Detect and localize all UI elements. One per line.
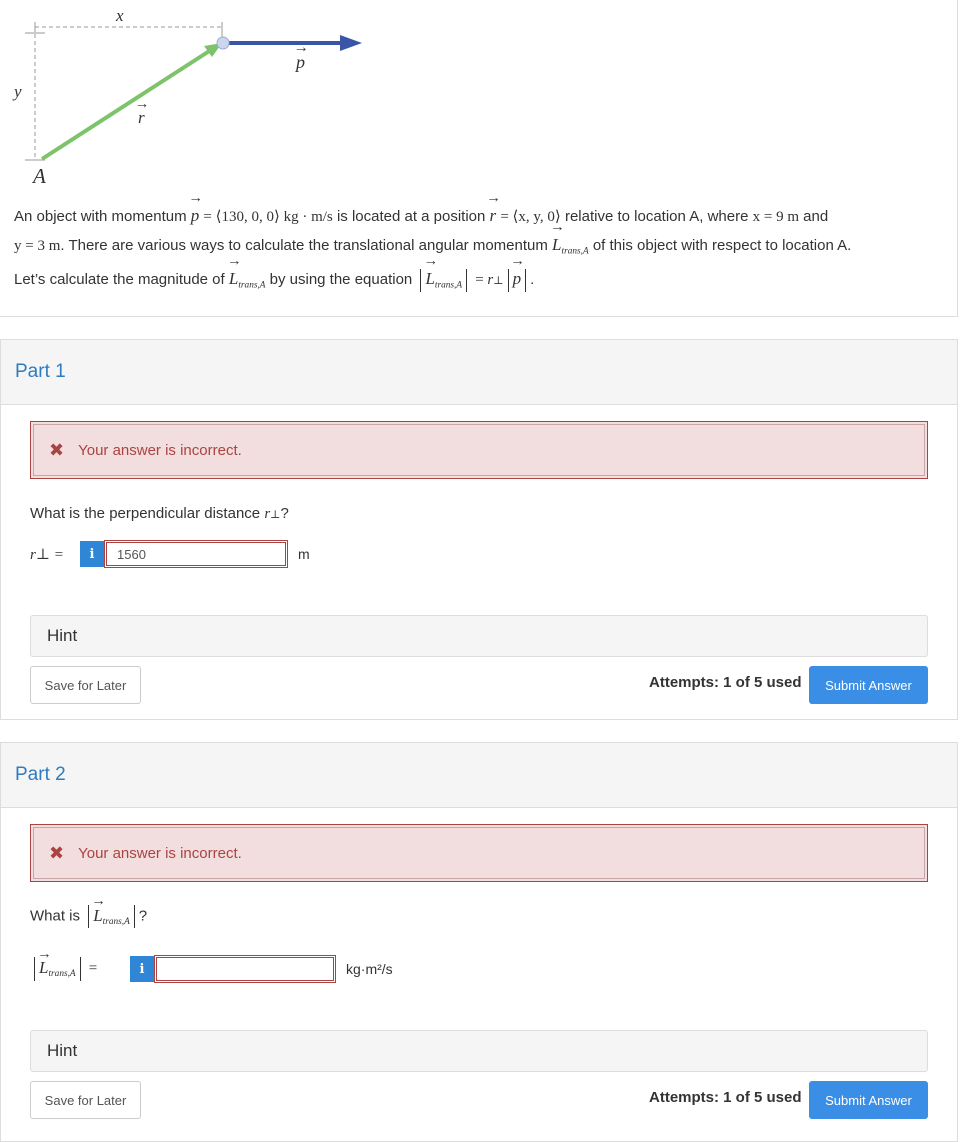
y-label: y [14,82,22,101]
error-x-icon: ✖ [49,842,65,863]
statement-line-3: Let’s calculate the magnitude of → $L_{trans,A}$ by using the equation → $L_{trans,A}$ = r⊥→ p . [14,265,944,299]
save-for-later-button[interactable]: Save for Later [30,666,141,704]
submit-answer-button[interactable]: Submit Answer [809,1081,928,1119]
unit-label: m [298,546,310,562]
part-2-incorrect-alert: ✖ Your answer is incorrect. [30,824,928,882]
error-x-icon: ✖ [49,439,65,460]
save-for-later-button[interactable]: Save for Later [30,1081,141,1119]
part-1-answer-row [30,540,310,568]
part-1 [0,339,958,720]
info-icon[interactable]: i [80,541,104,567]
part-1-hint[interactable]: Hint [30,615,928,657]
attempts-count: Attempts: 1 of 5 used [649,674,802,691]
part-1-title: Part 1 [1,340,957,405]
part-1-question: What is the perpendicular distance r⊥? [30,505,289,522]
part-2-title: Part 2 [1,743,957,808]
submit-answer-button[interactable]: Submit Answer [809,666,928,704]
part-2-question: What is → $L_{trans,A}$ ? [30,905,147,928]
part-2-answer-row [30,955,393,983]
statement-text [14,202,944,300]
part-1-incorrect-alert: ✖ Your answer is incorrect. [30,421,928,479]
unit-label: kg·m²/s [346,961,393,977]
r-vector [42,48,214,159]
x-label: x [116,6,124,25]
info-icon[interactable]: i [130,956,154,982]
r-perp-label: r⊥ = [30,546,64,563]
point-a-label: A [33,164,46,188]
problem-statement [0,0,958,317]
r-perp-input[interactable]: 1560 [104,540,288,568]
statement-line-1: An object with momentum → p = ⟨130, 0, 0⟩ kg · m/s is located at a position → r = ⟨x, y, 0⟩ relative to location A, where x = 9 m and [14,202,944,231]
p-vector-label: → p [296,52,305,73]
l-trans-input[interactable] [154,955,336,983]
l-trans-label: → $L_{trans,A}$ = [30,957,130,980]
statement-line-2: y = 3 m. There are various ways to calculate the translational angular momentum → $L_{trans,A}$ of this object with respect to location A. [14,231,944,265]
part-2-hint[interactable]: Hint [30,1030,928,1072]
r-vector-label: → r [138,108,145,128]
object-dot [217,37,229,49]
part-2 [0,742,958,1142]
attempts-count: Attempts: 1 of 5 used [649,1089,802,1106]
position-momentum-figure [0,0,400,195]
